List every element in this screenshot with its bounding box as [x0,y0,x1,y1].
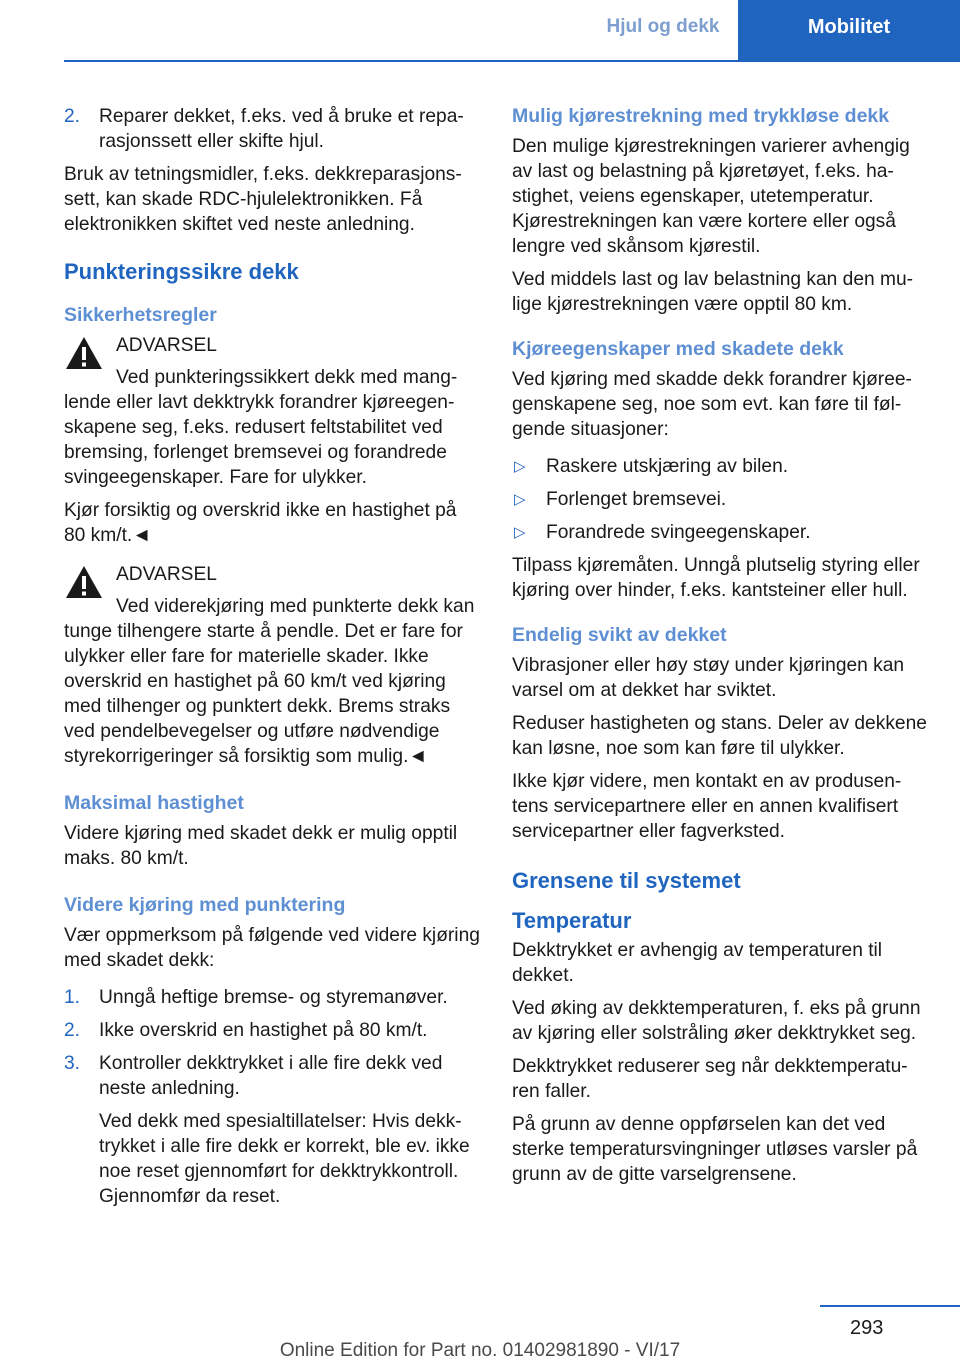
warning-block-2 [64,562,482,769]
step-text: Ikke overskrid en hastighet på 80 km/t. [99,1020,428,1041]
continue-intro: Vær oppmerksom på følgende ved videre kjøring med skadet dekk: [64,925,480,971]
triangle-bullet-icon: ▷ [514,524,526,541]
list-item-text: Forandrede svingeegenskaper. [546,522,811,543]
subheading-maxspeed: Maksimal hastighet [64,792,244,814]
range-text-2: Ved middels last og lav belastning kan den mulige kjørestrekningen være opptil 80 km. [512,269,914,315]
step-number: 2. [64,106,81,127]
step-number: 1. [64,987,81,1008]
temp-text-3: Dekktrykket reduserer seg når dekktemperaturen faller. [512,1056,908,1102]
chapter-tab[interactable]: Mobilitet [738,0,960,60]
temp-text-2: Ved øking av dekktemperaturen, f. eks på grunn av kjøring eller solstråling øker dekktrykket seg. [512,998,921,1044]
section-tab[interactable]: Hjul og dekk [588,0,738,60]
maxspeed-text: Videre kjøring med skadet dekk er mulig opptil maks. 80 km/t. [64,823,458,869]
step-extra: Ved dekk med spesialtillatelser: Hvis dekktrykket i alle fire dekk er korrekt, ble ev. ikke noe reset gjennomført for dekktrykkontroll. Gjennomfør da reset. [99,1111,470,1207]
warning-text: Ved punkteringssikkert dekk med manglende eller lavt dekktrykk forandrer kjøreegenskapene seg, f.eks. redusert feltstabilitet ved bremsing, forlenget bremsevei og forandrede svingeegenskaper. Fare for ulykker. [64,367,458,488]
subheading-continue: Videre kjøring med punktering [64,894,346,916]
continue-step-list [64,985,482,1209]
edition-footer: Online Edition for Part no. 01402981890 - VI/17 [279,1340,681,1361]
header-divider [64,60,960,62]
list-item [64,104,482,154]
repair-step-list [64,104,482,154]
step-text: Kontroller dekktrykket i alle fire dekk ved neste anledning. [99,1053,443,1099]
handling-intro: Ved kjøring med skadde dekk forandrer kjøreegenskapene seg, noe som evt. kan føre til følgende situasjoner: [512,369,912,440]
triangle-bullet-icon: ▷ [514,491,526,508]
subheading-safety: Sikkerhetsregler [64,304,217,326]
step-number: 2. [64,1020,81,1041]
warning-title: ADVARSEL [116,335,217,356]
list-item-text: Raskere utskjæring av bilen. [546,456,789,477]
warning-triangle-icon [64,335,104,371]
list-item [512,520,928,545]
handling-outro: Tilpass kjøremåten. Unngå plutselig styring eller kjøring over hinder, f.eks. kantsteiner eller hull. [512,555,920,601]
handling-list [512,454,928,545]
list-item [64,1018,482,1043]
list-item [64,1051,482,1209]
left-column [64,104,482,1217]
section-heading-runflat: Punkteringssikre dekk [64,259,299,284]
list-item-text: Forlenget bremsevei. [546,489,727,510]
footer-divider [820,1305,960,1307]
warning-text: Ved viderekjøring med punkterte dekk kan tunge tilhengere starte å pendle. Det er fare for ulykker eller fare for materielle skader. Ikke overskrid en hastighet på 60 km/t ved kjøring med tilhenger og punktert dekk. Brems straks ved pendelbevegelser og utføre nødvendige styrekorrigeringer så forsiktig som mulig.◄ [64,596,475,767]
subheading-range: Mulig kjørestrekning med trykkløse dekk [512,105,890,127]
list-item [512,487,928,512]
failure-text-3: Ikke kjør videre, men kontakt en av produsentens servicepartnere eller en annen kvalifisert servicepartner eller fagverksted. [512,771,902,842]
warning-triangle-icon [64,564,104,600]
subheading-handling: Kjøreegenskaper med skadete dekk [512,338,844,360]
right-column [512,104,928,1195]
warning-title: ADVARSEL [116,564,217,585]
failure-text-2: Reduser hastigheten og stans. Deler av dekkene kan løsne, noe som kan føre til ulykker. [512,713,927,759]
list-item [64,985,482,1010]
sealant-note: Bruk av tetningsmidler, f.eks. dekkreparasjonssett, kan skade RDC-hjulelektronikken. Få elektronikken skiftet ved neste anledning. [64,164,462,235]
section-heading-limits: Grensene til systemet [512,868,741,893]
subheading-failure: Endelig svikt av dekket [512,624,727,646]
step-number: 3. [64,1053,81,1074]
temp-text-4: På grunn av denne oppførselen kan det ved sterke temperatursvingninger utløses varsler på grunn av de gitte varselgrensene. [512,1114,918,1185]
warning-follow: Kjør forsiktig og overskrid ikke en hastighet på 80 km/t.◄ [64,500,457,546]
temp-text-1: Dekktrykket er avhengig av temperaturen til dekket. [512,940,883,986]
page-number: 293 [850,1317,884,1339]
step-text: Reparer dekket, f.eks. ved å bruke et reparasjonssett eller skifte hjul. [99,106,464,152]
triangle-bullet-icon: ▷ [514,458,526,475]
failure-text-1: Vibrasjoner eller høy støy under kjøringen kan varsel om at dekket har sviktet. [512,655,905,701]
header-tabs [588,0,960,60]
subheading-temperature: Temperatur [512,908,632,933]
warning-block-1 [64,333,482,548]
range-text-1: Den mulige kjørestrekningen varierer avhengig av last og belastning på kjøretøyet, f.eks. hastighet, veiens egenskaper, utetemperatur. Kjørestrekningen kan være kortere eller også lengre ved skånsom kjørestil. [512,136,910,257]
list-item [512,454,928,479]
step-text: Unngå heftige bremse- og styremanøver. [99,987,448,1008]
